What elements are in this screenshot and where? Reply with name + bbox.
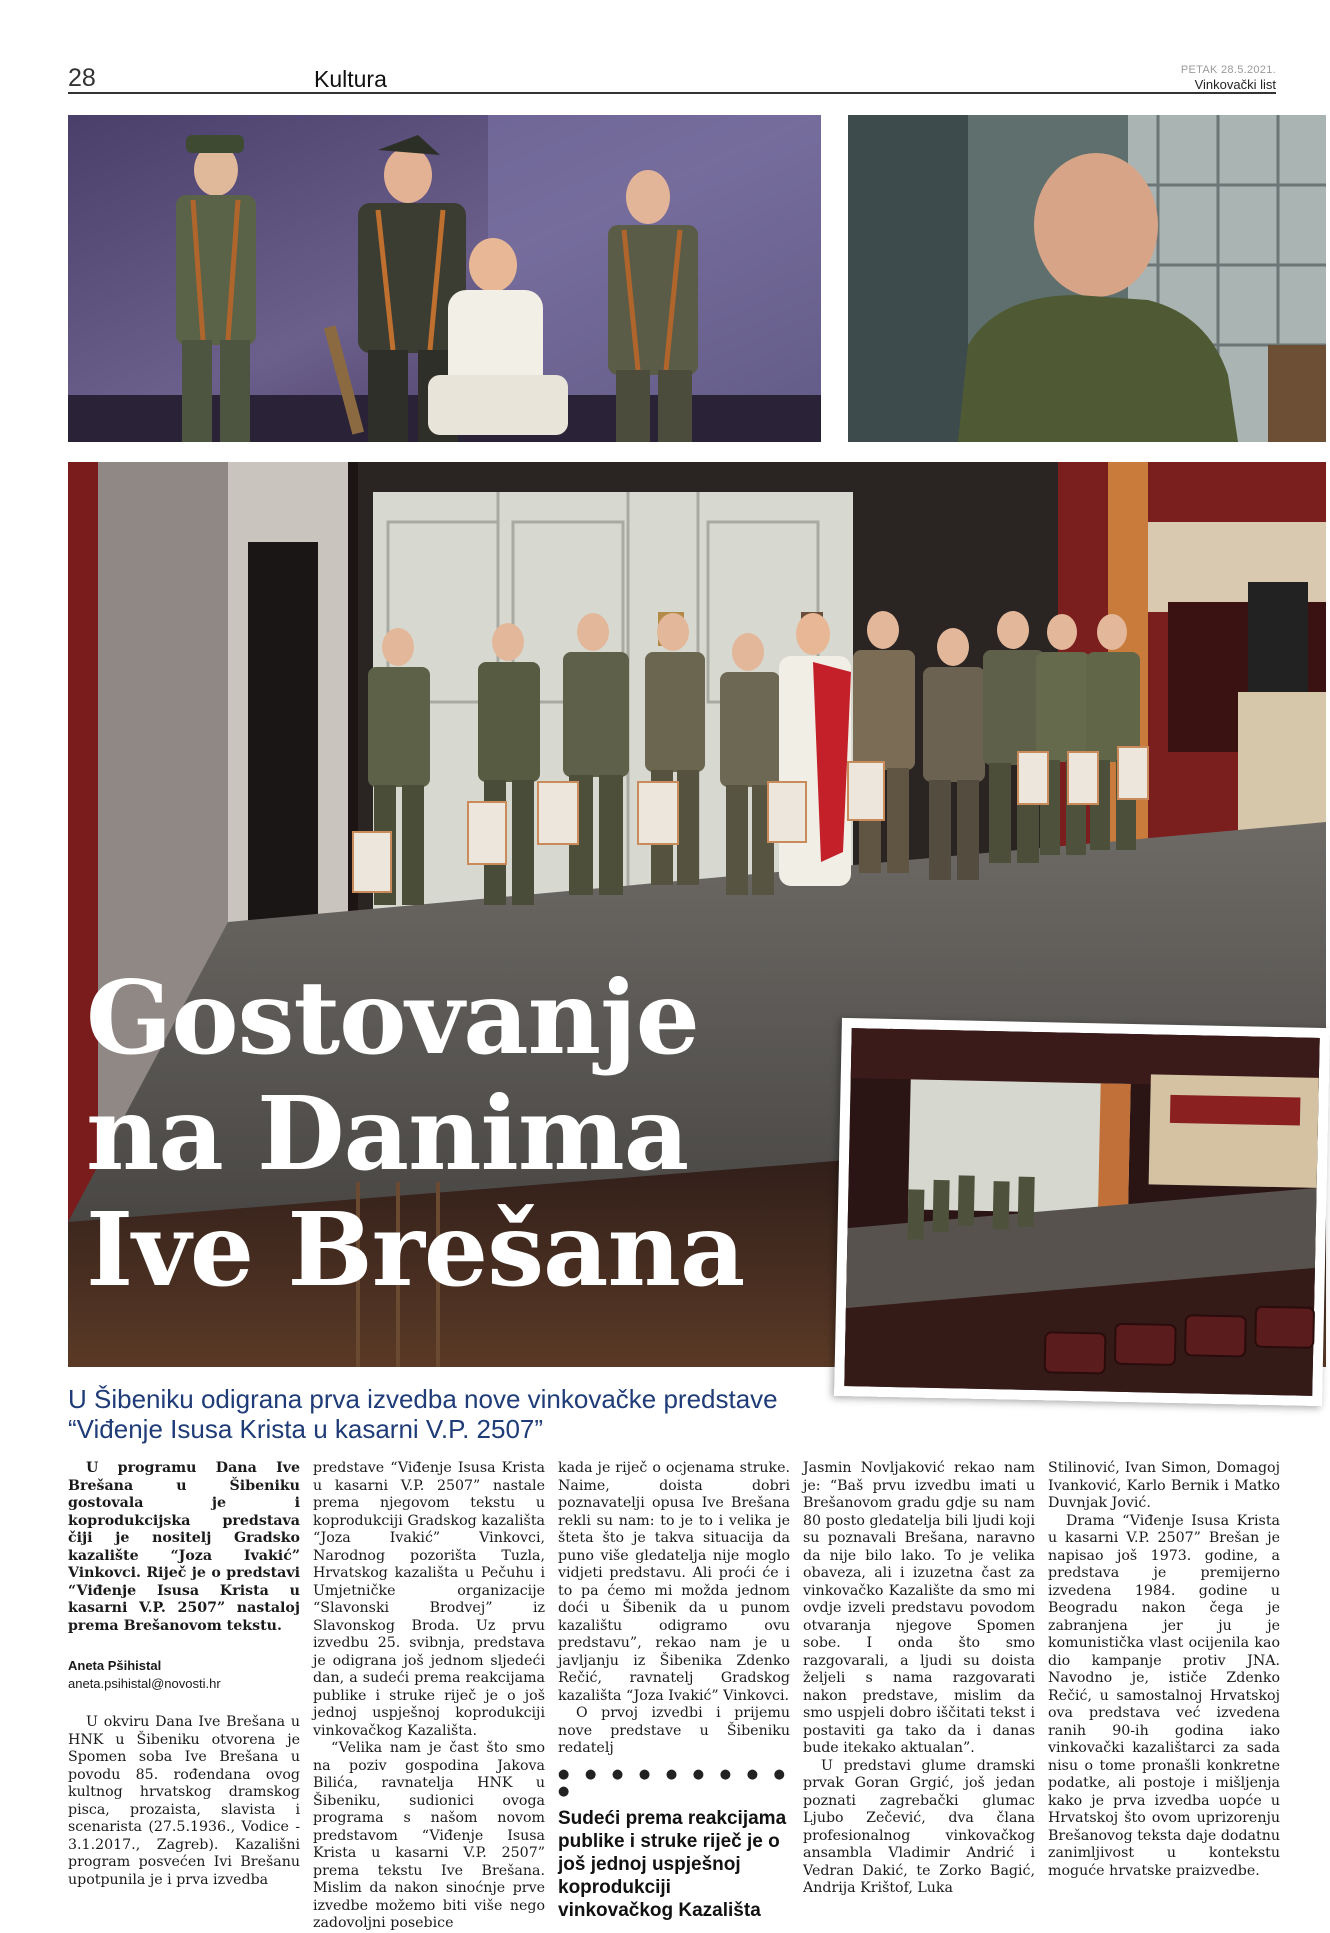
article-column-2 [313,1460,545,1933]
pullquote-dots: ● ● ● ● ● ● ● ● ● ● [558,1766,790,1799]
page-number: 28 [68,64,96,92]
body-paragraph: U okviru Dana Ive Brešana u HNK u Šibeniku otvorena je Spomen soba Ive Brešana u povodu 85. rođendana ovog kultnog hrvatskog dramskog pisca, prozaista, slavista i scenarista (27.5.1936., Vodice - 3.1.2017., Zagreb). Kazališni program posvećen Ivi Brešanu upotpunila je i prva izvedba [68,1714,300,1888]
article-column-1 [68,1460,300,1889]
header-divider [68,92,1276,94]
author-email: aneta.psihistal@novosti.hr [68,1675,221,1691]
photo-actor-closeup [848,115,1326,442]
article-column-4 [803,1460,1035,1898]
article-headline: Gostovanje na Danima Ive Brešana [86,958,745,1309]
article-column-3 [558,1460,790,1922]
article-subheadline: U Šibeniku odigrana prva izvedba nove vinkovačke predstave “Viđenje Isusa Krista u kasarni V.P. 2507” [68,1384,778,1444]
section-name: Kultura [314,66,387,92]
photo-theatre-wide [834,1018,1330,1406]
body-paragraph: predstave “Viđenje Isusa Krista u kasarni V.P. 2507” nastale prema njegovom tekstu u koprodukciji Gradskog kazališta “Joza Ivakić” Vinkovci, Narodnog pozorišta Tuzla, Hrvatskog kazališta u Pečuhu i Umjetničke organizacije “Slavonski Brodvej” iz Slavonskog Broda. Uz prvu izvedbu 25. svibnja, predstava je odigrana još jednom sljedeći dan, a sudeći prema reakcijama publike i struke riječ je o još jednoj uspješnoj koprodukciji vinkovačkog Kazališta. [313,1460,545,1739]
body-paragraph: Jasmin Novljaković rekao nam je: “Baš prvu izvedbu imati u Brešanovom gradu gdje su nam 80 posto gledatelja bili ljudi koji su poznavali Brešana, naravno da nije bilo lako. To je velika obaveza, ali i izuzetna čast za vinkovačko Kazalište da smo mi ovdje izveli predstavu povodom otvaranja njegove Spomen sobe. I onda što smo razgovarali, a ljudi su doista željeli s nama razgovarati nakon predstave, mislim da smo uspjeli dobro iščitati tekst i postaviti ga tako da i danas bude itekako aktualan”. [803,1460,1035,1756]
body-paragraph: “Velika nam je čast što smo na poziv gospodina Jakova Bilića, ravnatelja HNK u Šibeniku, sudionici ovoga programa s našom novom predstavom “Viđenje Isusa Krista u kasarni V.P. 2507” prema tekstu Ive Brešana. Mislim da nakon sinoćnje prve izvedbe možemo biti više nego zadovoljni posebice [313,1740,545,1931]
pull-quote: Sudeći prema reakcijama publike i struke riječ je o još jednoj uspješnoj koprodukciji vinkovačkog Kazališta [558,1807,787,1921]
body-paragraph: kada je riječ o ocjenama struke. Naime, doista dobri poznavatelji opusa Ive Brešana rekli su nam: to je to i velika je šteta što je takva situacija da puno više gledatelja nije moglo vidjeti predstavu. Ali proći će i to pa ćemo mi možda jednom doći u Šibenik da u punom kazalištu odigramo ovu predstavu”, rekao nam je u javljanju iz Šibenika Zdenko Rečić, ravnatelj Gradskog kazališta “Joza Ivakić” Vinkovci. [558,1460,790,1704]
author-name: Aneta Pšihistal [68,1658,162,1673]
body-paragraph: Drama “Viđenje Isusa Krista u kasarni V.P. 2507” Brešan je napisao još 1973. godine, a predstava je premijerno izvedena 1984. godine u Beogradu nakon čega je zabranjena jer ju je komunistička vlast ocijenila kao dio kampanje protiv JNA. Navodno je, ističe Zdenko Rečić, u samostalnoj Hrvatskoj ova predstava već izvedena ranih 90-ih godina iako vinkovački kazalištarci za sada nisu o tome pronašli konkretne podatke, ali postoje i mišljenja kako je prva izvedba uopće u Hrvatskoj što ovom uprizorenju Brešanovog teksta daje dodatnu zanimljivost u kontekstu moguće hrvatske praizvedbe. [1048,1512,1280,1879]
article-column-5 [1048,1460,1280,1880]
body-paragraph: U predstavi glume dramski prvak Goran Grgić, još jedan poznati zagrebački glumac Ljubo Zečević, dva člana profesionalnog vinkovačkog ansambla Vladimir Andrić i Vedran Dakić, te Zorko Bagić, Andrija Krištof, Luka [803,1757,1035,1896]
publication-name: Vinkovački list [1194,77,1276,92]
masthead-info [1181,64,1276,92]
article-lead: U programu Dana Ive Brešana u Šibeniku gostovala je i koprodukcijska predstava čiji je nositelj Gradsko kazalište “Joza Ivakić” Vinkovci. Riječ je o predstavi “Viđenje Isusa Krista u kasarni V.P. 2507” nastaloj prema Brešanovom tekstu. [68,1460,300,1634]
body-paragraph: O prvoj izvedbi i prijemu nove predstave u Šibeniku redatelj [558,1705,790,1756]
body-paragraph: Stilinović, Ivan Simon, Domagoj Ivanković, Karlo Bernik i Matko Duvnjak Jović. [1048,1460,1280,1511]
photo-stage-scene-soldiers [68,115,821,442]
issue-date: PETAK 28.5.2021. [1180,64,1276,76]
